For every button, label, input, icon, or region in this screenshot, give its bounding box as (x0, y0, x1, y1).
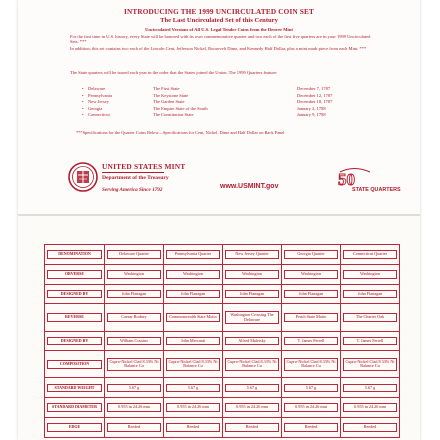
row-label: COMPOSITION (45, 351, 105, 378)
table-cell: 0.955 in 24.26 mm (341, 398, 400, 418)
table-cell: Washington (105, 264, 164, 284)
intro-panel (18, 0, 420, 214)
bullet-icon: • (82, 105, 84, 111)
table-cell: Connecticut Quarter (341, 245, 400, 265)
bullet-icon: • (82, 86, 84, 91)
state-row-pennsylvania (82, 93, 372, 100)
row-label: DENOMINATION (45, 245, 105, 265)
table-cell: Washington Crossing The Delaware (223, 304, 282, 331)
table-row (45, 284, 400, 304)
mint-name-rule (102, 172, 164, 173)
table-cell: Reeded (341, 418, 400, 438)
row-label: STANDARD WEIGHT (45, 378, 105, 398)
state-row-georgia (82, 106, 372, 113)
table-cell: Delaware Quarter (105, 245, 164, 265)
table-cell: 5.67 g (164, 378, 223, 398)
intro-paragraph-3: The State quarters will be issued each year in the order that the States joined the Union. The 1999 Quarters feature: (70, 70, 278, 75)
specification-note: ***Specifications for the Quarter Coins Below—Specifications for Cent, Nickel, Dime and Half Dollar on Back Panel (76, 130, 285, 135)
table-cell: John Mercanti (164, 331, 223, 351)
row-label: OBVERSE (45, 264, 105, 284)
logo-number: 50 (338, 170, 355, 189)
state-row-new-jersey (82, 99, 372, 106)
table-cell: Caesar Rodney (105, 304, 164, 331)
statehood-date: January 9, 1788 (297, 112, 326, 118)
table-cell: Peach State Motto (282, 304, 341, 331)
row-label: EDGE (45, 418, 105, 438)
state-quarters-logo-icon (334, 166, 401, 198)
state-name: Georgia (88, 105, 103, 111)
table-cell: John Flanagan (164, 284, 223, 304)
table-row (45, 264, 400, 284)
statehood-date: December 7, 1787 (297, 86, 331, 91)
table-cell: Reeded (105, 418, 164, 438)
state-row-delaware (82, 86, 372, 93)
department-name: Department of the Treasury (102, 175, 169, 181)
intro-paragraph-1: For the first time in U.S. history, every State will be honored with its own commemorative quarter and two each of the first five quarters are in your 1999 Uncirculated Sets. *** (70, 34, 371, 45)
panel-fold (18, 214, 420, 216)
table-cell: 5.67 g (341, 378, 400, 398)
table-cell: 0.955 in 24.26 mm (105, 398, 164, 418)
state-nickname: The Garden State (153, 99, 185, 105)
table-cell: Reeded (282, 418, 341, 438)
table-row (45, 351, 400, 378)
table-cell: Washington (282, 264, 341, 284)
state-list (82, 86, 372, 119)
statehood-date: December 12, 1787 (297, 92, 333, 98)
mint-name: UNITED STATES MINT (102, 162, 186, 171)
table-cell: Cupro-Nickel Clad 8.33% Ni Balance Cu (223, 351, 282, 378)
state-nickname: The Keystone State (153, 92, 189, 98)
page-subtitle: The Last Uncirculated Set of this Century (160, 17, 278, 24)
table-cell: 5.67 g (105, 378, 164, 398)
table-cell: Cupro-Nickel Clad 8.33% Ni Balance Cu (105, 351, 164, 378)
bullet-icon: • (82, 99, 84, 105)
row-label: REVERSE (45, 304, 105, 331)
state-name: Pennsylvania (88, 92, 112, 98)
table-cell: 0.955 in 24.26 mm (282, 398, 341, 418)
state-name: Connecticut (88, 112, 110, 118)
table-row (45, 304, 400, 331)
table-cell: 5.67 g (223, 378, 282, 398)
table-cell: Washington (164, 264, 223, 284)
table-cell: 0.955 in 24.26 mm (164, 398, 223, 418)
table-cell: Commonwealth State Motto (164, 304, 223, 331)
state-row-connecticut (82, 112, 372, 119)
table-row (45, 331, 400, 351)
table-cell: Pennsylvania Quarter (164, 245, 223, 265)
table-cell: Cupro-Nickel Clad 8.33% Ni Balance Cu (282, 351, 341, 378)
intro-paragraph-2: In addition, this set contains two each of the Lincoln Cent, Jefferson Nickel, Roosevelt Dime, and Kennedy Half Dollar, plus a mint mark piece from each Mint. *** (70, 46, 367, 51)
statehood-date: December 18, 1787 (297, 99, 333, 105)
table-cell: Cupro-Nickel Clad 8.33% Ni Balance Cu (164, 351, 223, 378)
table-cell: Reeded (223, 418, 282, 438)
table-cell: New Jersey Quarter (223, 245, 282, 265)
row-label: DESIGNED BY (45, 331, 105, 351)
page-tagline: Uncirculated Versions of All U.S. Legal Tender Coins from the Denver Mint (145, 27, 293, 32)
state-nickname: The Constitution State (153, 112, 194, 118)
table-cell: T. James Ferrell (341, 331, 400, 351)
state-name: New Jersey (88, 99, 109, 105)
table-cell: 5.67 g (282, 378, 341, 398)
state-nickname: The First State (153, 86, 180, 91)
table-cell: Reeded (164, 418, 223, 438)
table-cell: John Flanagan (341, 284, 400, 304)
table-cell: Washington (223, 264, 282, 284)
table-cell: Cupro-Nickel Clad 8.33% Ni Balance Cu (341, 351, 400, 378)
row-label: STANDARD DIAMETER (45, 398, 105, 418)
table-cell: 0.955 in 24.26 mm (223, 398, 282, 418)
bullet-icon: • (82, 112, 84, 118)
table-cell: William Cousins (105, 331, 164, 351)
table-row (45, 418, 400, 438)
serving-since-text: Serving America Since 1792 (102, 187, 163, 193)
table-cell: The Charter Oak (341, 304, 400, 331)
coin-set-folder (18, 0, 420, 440)
table-cell: Alfred Maletsky (223, 331, 282, 351)
logo-text: STATE QUARTERS (352, 187, 401, 193)
table-cell: John Flanagan (105, 284, 164, 304)
table-cell: Washington (341, 264, 400, 284)
table-cell: T. James Ferrell (282, 331, 341, 351)
page-title: INTRODUCING THE 1999 UNCIRCULATED COIN SET (123, 8, 315, 16)
table-cell: John Flanagan (223, 284, 282, 304)
bullet-icon: • (82, 92, 84, 98)
table-row (45, 398, 400, 418)
table-cell: John Flanagan (282, 284, 341, 304)
state-name: Delaware (88, 86, 106, 91)
state-nickname: The Empire State of the South (153, 105, 208, 111)
treasury-seal-icon (68, 162, 98, 192)
table-row (45, 378, 400, 398)
mint-website-link[interactable]: www.USMINT.gov (220, 183, 279, 190)
table-row (45, 245, 400, 265)
statehood-date: January 2, 1788 (297, 105, 326, 111)
table-cell: Georgia Quarter (282, 245, 341, 265)
quarter-specifications-table (44, 244, 400, 438)
row-label: DESIGNED BY (45, 284, 105, 304)
